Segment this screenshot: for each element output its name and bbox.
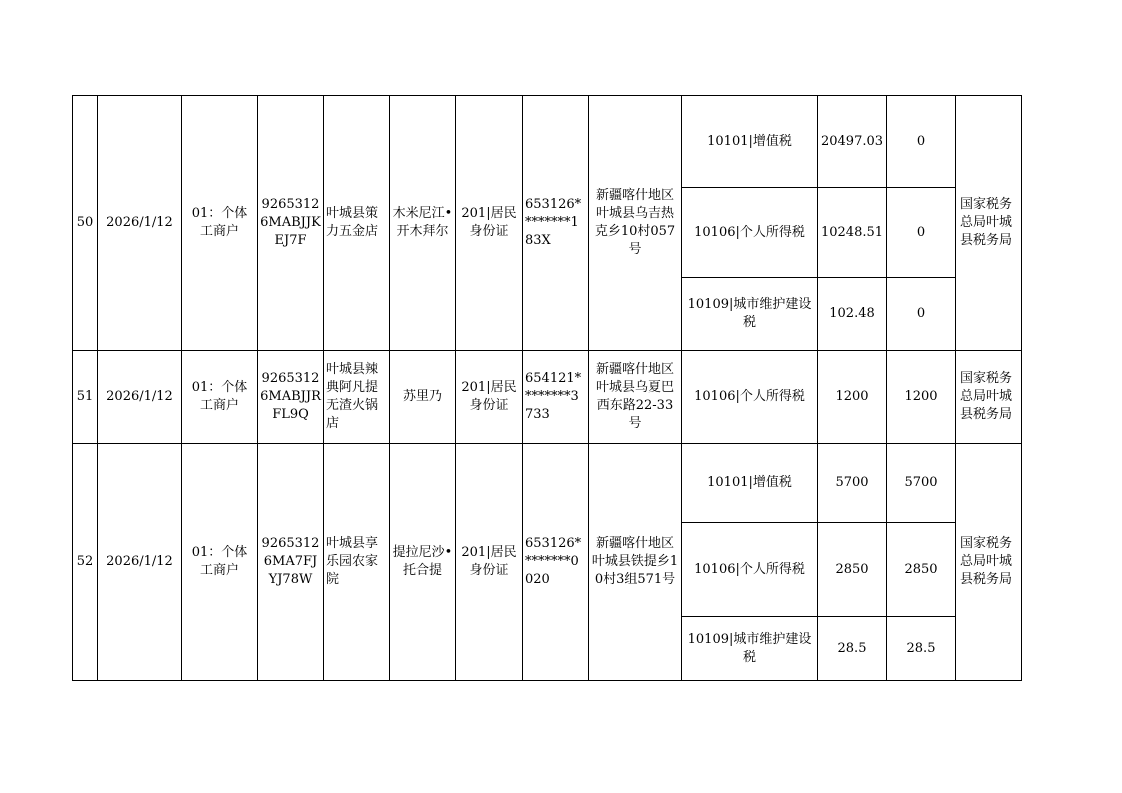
amount-cell: 2850 bbox=[818, 523, 887, 617]
id-type-cell: 201|居民身份证 bbox=[456, 351, 523, 444]
taxpayer-name-cell: 叶城县辣典阿凡提无渣火锅店 bbox=[324, 351, 390, 444]
id-number-cell: 654121********3733 bbox=[523, 351, 589, 444]
tax-item-cell: 10106|个人所得税 bbox=[682, 523, 818, 617]
table-row bbox=[73, 96, 1022, 188]
authority-cell: 国家税务总局叶城县税务局 bbox=[956, 444, 1022, 681]
credit-code-cell: 92653126MA7FJYJ78W bbox=[258, 444, 324, 681]
credit-code-cell: 92653126MABJJKEJ7F bbox=[258, 96, 324, 351]
id-number-cell: 653126********0020 bbox=[523, 444, 589, 681]
balance-cell: 5700 bbox=[887, 444, 956, 523]
address-cell: 新疆喀什地区叶城县乌夏巴西东路22-33号 bbox=[589, 351, 682, 444]
taxpayer-type-cell: 01：个体工商户 bbox=[182, 96, 258, 351]
tax-arrears-table bbox=[72, 95, 1022, 681]
amount-cell: 28.5 bbox=[818, 617, 887, 681]
seq-cell: 52 bbox=[73, 444, 98, 681]
id-number-cell: 653126********183X bbox=[523, 96, 589, 351]
tax-item-cell: 10109|城市维护建设税 bbox=[682, 278, 818, 351]
balance-cell: 1200 bbox=[887, 351, 956, 444]
balance-cell: 0 bbox=[887, 96, 956, 188]
date-cell: 2026/1/12 bbox=[98, 351, 182, 444]
table-row bbox=[73, 444, 1022, 523]
balance-cell: 0 bbox=[887, 278, 956, 351]
authority-cell: 国家税务总局叶城县税务局 bbox=[956, 351, 1022, 444]
seq-cell: 51 bbox=[73, 351, 98, 444]
tax-item-cell: 10109|城市维护建设税 bbox=[682, 617, 818, 681]
amount-cell: 10248.51 bbox=[818, 188, 887, 278]
amount-cell: 1200 bbox=[818, 351, 887, 444]
id-type-cell: 201|居民身份证 bbox=[456, 444, 523, 681]
date-cell: 2026/1/12 bbox=[98, 96, 182, 351]
balance-cell: 2850 bbox=[887, 523, 956, 617]
tax-item-cell: 10106|个人所得税 bbox=[682, 188, 818, 278]
tax-item-cell: 10101|增值税 bbox=[682, 96, 818, 188]
balance-cell: 28.5 bbox=[887, 617, 956, 681]
tax-item-cell: 10106|个人所得税 bbox=[682, 351, 818, 444]
balance-cell: 0 bbox=[887, 188, 956, 278]
credit-code-cell: 92653126MABJJRFL9Q bbox=[258, 351, 324, 444]
amount-cell: 5700 bbox=[818, 444, 887, 523]
legal-person-cell: 苏里乃 bbox=[390, 351, 456, 444]
legal-person-cell: 木米尼江•开木拜尔 bbox=[390, 96, 456, 351]
taxpayer-type-cell: 01：个体工商户 bbox=[182, 351, 258, 444]
taxpayer-name-cell: 叶城县策力五金店 bbox=[324, 96, 390, 351]
legal-person-cell: 提拉尼沙•托合提 bbox=[390, 444, 456, 681]
amount-cell: 102.48 bbox=[818, 278, 887, 351]
taxpayer-name-cell: 叶城县享乐园农家院 bbox=[324, 444, 390, 681]
taxpayer-type-cell: 01：个体工商户 bbox=[182, 444, 258, 681]
date-cell: 2026/1/12 bbox=[98, 444, 182, 681]
id-type-cell: 201|居民身份证 bbox=[456, 96, 523, 351]
seq-cell: 50 bbox=[73, 96, 98, 351]
table-row bbox=[73, 351, 1022, 444]
address-cell: 新疆喀什地区叶城县铁提乡10村3组571号 bbox=[589, 444, 682, 681]
address-cell: 新疆喀什地区叶城县乌吉热克乡10村057号 bbox=[589, 96, 682, 351]
authority-cell: 国家税务总局叶城县税务局 bbox=[956, 96, 1022, 351]
tax-item-cell: 10101|增值税 bbox=[682, 444, 818, 523]
amount-cell: 20497.03 bbox=[818, 96, 887, 188]
